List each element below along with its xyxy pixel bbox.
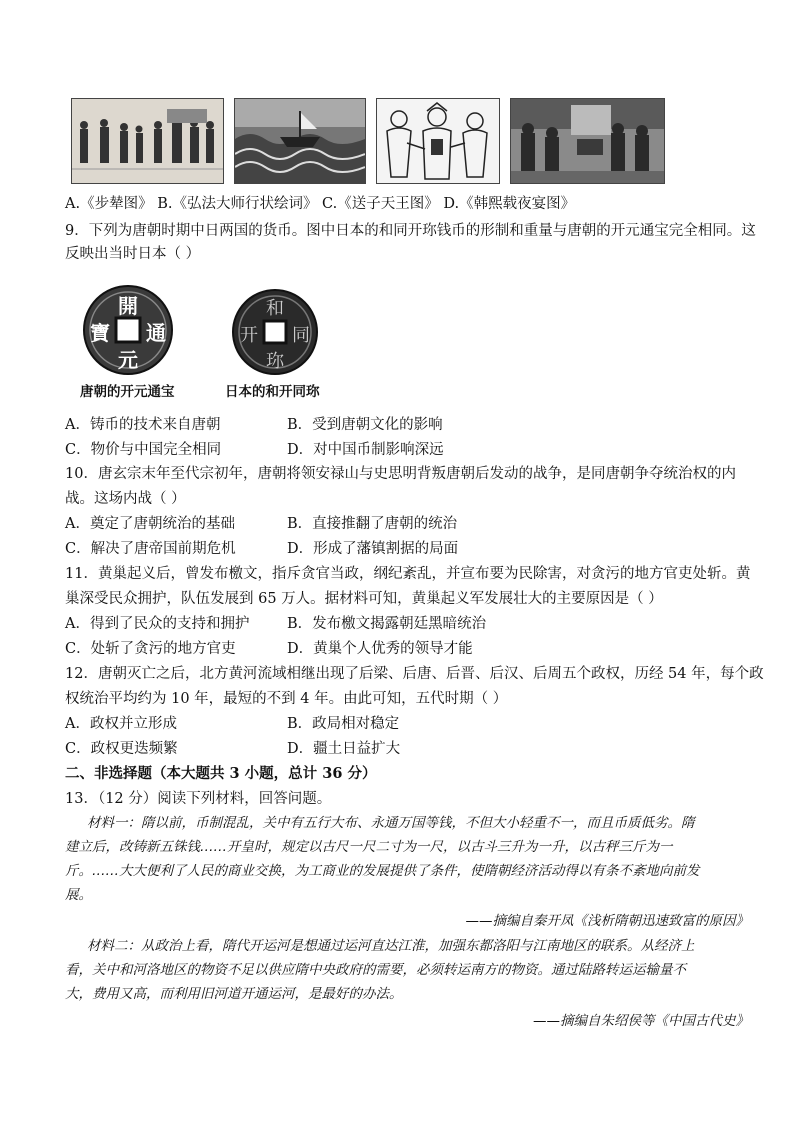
q11-stem-line-1: 11．黄巢起义后，曾发布檄文，指斥贪官当政，纲纪紊乱，并宣布要为民除害，对贪污的地方官吏处斩。黄 [65,566,751,582]
coin-wadokaichin-char-left: 开 [240,325,258,346]
q13-material-1-line-1: 材料一：隋以前，币制混乱，关中有五行大布、永通万国等钱，不但大小轻重不一，而且币质低劣。隋 [87,815,695,831]
q11-stem-line-2: 巢深受民众拥护，队伍发展到 65 万人。据材料可知，黄巢起义军发展壮大的主要原因是（ ） [65,591,663,607]
q13-material-2-line-1: 材料二：从政治上看，隋代开运河是想通过运河直达江淮，加强东都洛阳与江南地区的联系。从经济上 [87,938,695,954]
q10-option-b: B．直接推翻了唐朝的统治 [287,516,458,532]
q13-material-1-source: ——摘编自秦开凤《浅析隋朝迅速致富的原因》 [465,913,749,929]
coin-wadokaichin-char-bottom: 珎 [266,351,284,372]
painting-figures-icon [377,99,499,183]
q10-option-d: D．形成了藩镇割据的局面 [287,541,459,557]
q11-option-a: A．得到了民众的支持和拥护 [65,616,250,632]
q9-option-d: D．对中国币制影响深远 [287,442,444,458]
painting-banquet-icon [511,99,664,183]
painting-procession-image [71,98,224,184]
coin-kaiyuan-char-right: 通 [146,321,166,345]
q12-stem-line-1: 12．唐朝灭亡之后，北方黄河流域相继出现了后梁、后唐、后晋、后汉、后周五个政权，历经 54 年，每个政 [65,666,764,682]
q9-option-c: C．物价与中国完全相同 [65,442,222,458]
q13-stem: 13．（12 分）阅读下列材料，回答问题。 [65,791,332,807]
painting-procession-icon [72,99,223,183]
coin-kaiyuan-char-left: 寶 [90,321,110,345]
q11-option-d: D．黄巢个人优秀的领导才能 [287,641,473,657]
q13-material-1-line-4: 展。 [65,887,92,903]
coin-kaiyuan [82,284,174,376]
q8-options: A.《步辇图》 B.《弘法大师行状绘词》 C.《送子天王图》 D.《韩熙载夜宴图》 [65,196,576,212]
painting-ship-waves-icon [235,99,365,183]
q12-option-a: A．政权并立形成 [65,716,177,732]
coin-kaiyuan-char-bottom: 元 [118,348,138,372]
q10-stem-line-2: 战。这场内战（ ） [65,491,186,507]
q11-option-b: B．发布檄文揭露朝廷黑暗统治 [287,616,487,632]
section-2-title: 二、非选择题（本大题共 3 小题，总计 36 分） [65,765,377,782]
coin-kaiyuan-caption: 唐朝的开元通宝 [80,384,175,400]
coin-wadokaichin-char-right: 同 [292,325,310,346]
q12-option-b: B．政局相对稳定 [287,716,400,732]
q9-stem-line-2: 反映出当时日本（ ） [65,246,201,262]
q13-material-2-line-2: 看，关中和河洛地区的物资不足以供应隋中央政府的需要，必须转运南方的物资。通过陆路转运运输量不 [65,962,686,978]
painting-figures-image [376,98,500,184]
q13-material-1-line-2: 建立后，改铸新五铢钱……开皇时，规定以古尺一尺二寸为一尺，以古斗三升为一升，以古秤三斤为一 [65,839,673,855]
painting-ship-waves-image [234,98,366,184]
q12-stem-line-2: 权统治平均约为 10 年，最短的不到 4 年。由此可知，五代时期（ ） [65,691,508,707]
painting-banquet-image [510,98,665,184]
q13-material-1-line-3: 斤。……大大便利了人民的商业交换，为工商业的发展提供了条件，使隋朝经济活动得以有条不紊地向前发 [65,863,700,879]
coin-kaiyuan-char-top: 開 [118,294,138,318]
q10-option-c: C．解决了唐帝国前期危机 [65,541,236,557]
coin-wadokaichin [231,288,319,376]
coin-wadokaichin-char-top: 和 [266,298,284,319]
q9-option-b: B．受到唐朝文化的影响 [287,417,443,433]
q11-option-c: C．处斩了贪污的地方官吏 [65,641,236,657]
q12-option-d: D．疆土日益扩大 [287,741,401,757]
q9-stem-line-1: 9．下列为唐朝时期中日两国的货币。图中日本的和同开珎钱币的形制和重量与唐朝的开元通宝完全相同。这 [65,223,756,239]
coin-wadokaichin-caption: 日本的和开同珎 [225,384,320,400]
q10-option-a: A．奠定了唐朝统治的基础 [65,516,235,532]
q12-option-c: C．政权更迭频繁 [65,741,178,757]
q9-option-a: A．铸币的技术来自唐朝 [65,417,221,433]
q13-material-2-line-3: 大，费用又高，而利用旧河道开通运河，是最好的办法。 [65,986,403,1002]
q13-material-2-source: ——摘编自朱绍侯等《中国古代史》 [533,1013,749,1029]
q10-stem-line-1: 10．唐玄宗末年至代宗初年，唐朝将领安禄山与史思明背叛唐朝后发动的战争，是同唐朝争夺统治权的内 [65,466,736,482]
